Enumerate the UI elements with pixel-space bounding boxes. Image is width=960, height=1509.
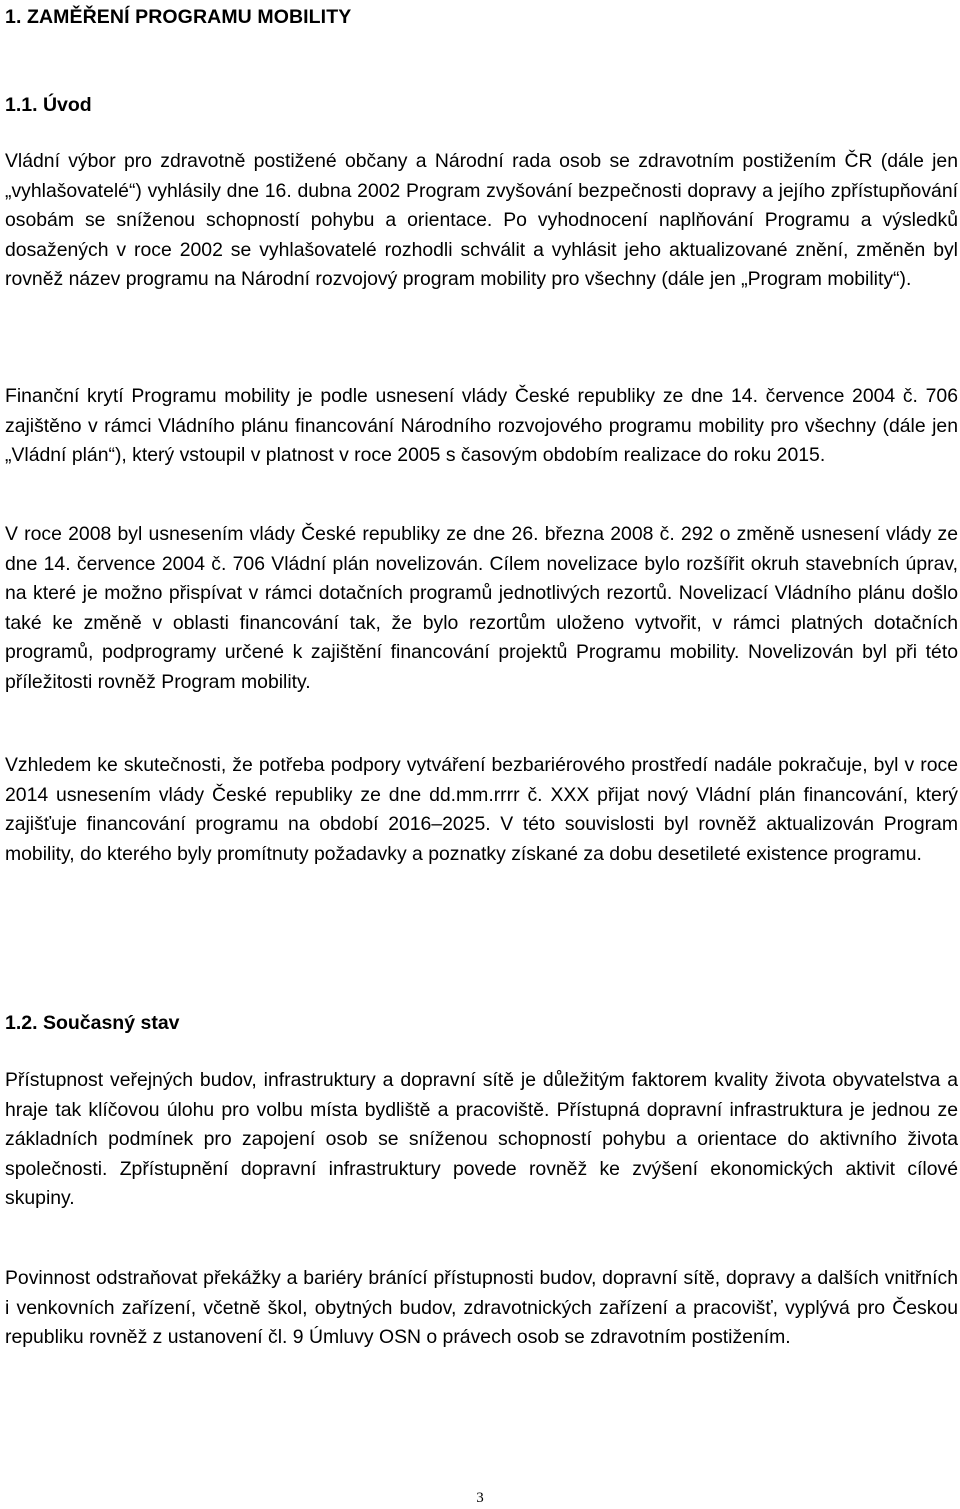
paragraph-new-plan: Vzhledem ke skutečnosti, že potřeba podpory vytváření bezbariérového prostředí nadále pokračuje, byl v roce 2014 usnesením vlády České republiky ze dne dd.mm.rrrr č. XXX přijat nový Vládní plán financování, který zajišťuje financování programu na období 2016–2025. V této souvislosti byl rovněž aktualizován Program mobility, do kterého byly promítnuty požadavky a poznatky získané za dobu desetileté existence programu.: [5, 754, 958, 865]
section-heading-uvod: 1.1. Úvod: [5, 94, 92, 116]
paragraph-financing: Finanční krytí Programu mobility je podle usnesení vlády České republiky ze dne 14. července 2004 č. 706 zajištěno v rámci Vládního plánu financování Národního rozvojového programu mobility pro všechny (dále jen „Vládní plán“), který vstoupil v platnost v roce 2005 s časovým obdobím realizace do roku 2015.: [5, 385, 958, 467]
section-heading-current-state: 1.2. Současný stav: [5, 1012, 180, 1034]
paragraph-obligation: Povinnost odstraňovat překážky a bariéry bránící přístupnosti budov, dopravní sítě, dopravy a dalších vnitřních i venkovních zařízení, včetně škol, obytných budov, zdravotnických zařízení a pracovišť, vyplývá pro Českou republiku rovněž z ustanovení čl. 9 Úmluvy OSN o právech osob se zdravotním postižením.: [5, 1267, 958, 1349]
paragraph-intro: Vládní výbor pro zdravotně postižené občany a Národní rada osob se zdravotním postižením ČR (dále jen „vyhlašovatelé“) vyhlásily dne 16. dubna 2002 Program zvyšování bezpečnosti dopravy a jejího zpřístupňování osobám se sníženou schopností pohybu a orientace. Po vyhodnocení naplňování Programu a výsledků dosažených v roce 2002 se vyhlašovatelé rozhodli schválit a vyhlásit jeho aktualizované znění, změněn byl rovněž název programu na Národní rozvojový program mobility pro všechny (dále jen „Program mobility“).: [5, 150, 958, 291]
page-number: 3: [476, 1490, 484, 1506]
paragraph-accessibility: Přístupnost veřejných budov, infrastruktury a dopravní sítě je důležitým faktorem kvality života obyvatelstva a hraje tak klíčovou úlohu pro volbu místa bydliště a pracoviště. Přístupná dopravní infrastruktura je jednou ze základních podmínek pro zapojení osob se sníženou schopností pohybu a orientace do aktivního života společnosti. Zpřístupnění dopravní infrastruktury povede rovněž ke zvýšení ekonomických aktivit cílové skupiny.: [5, 1069, 958, 1210]
paragraph-amendment-2008: V roce 2008 byl usnesením vlády České republiky ze dne 26. března 2008 č. 292 o změně usnesení vlády ze dne 14. července 2004 č. 706 Vládní plán novelizován. Cílem novelizace bylo rozšířit okruh stavebních úprav, na které je možno přispívat v rámci dotačních programů jednotlivých rezortů. Novelizací Vládního plánu došlo také ke změně v oblasti financování tak, že bylo rezortům uloženo vytvořit, v rámci platných dotačních programů, podprogramy určené k zajištění financování projektů Programu mobility. Novelizován byl při této příležitosti rovněž Program mobility.: [5, 523, 958, 693]
chapter-heading: 1. ZAMĚŘENÍ PROGRAMU MOBILITY: [5, 6, 352, 28]
